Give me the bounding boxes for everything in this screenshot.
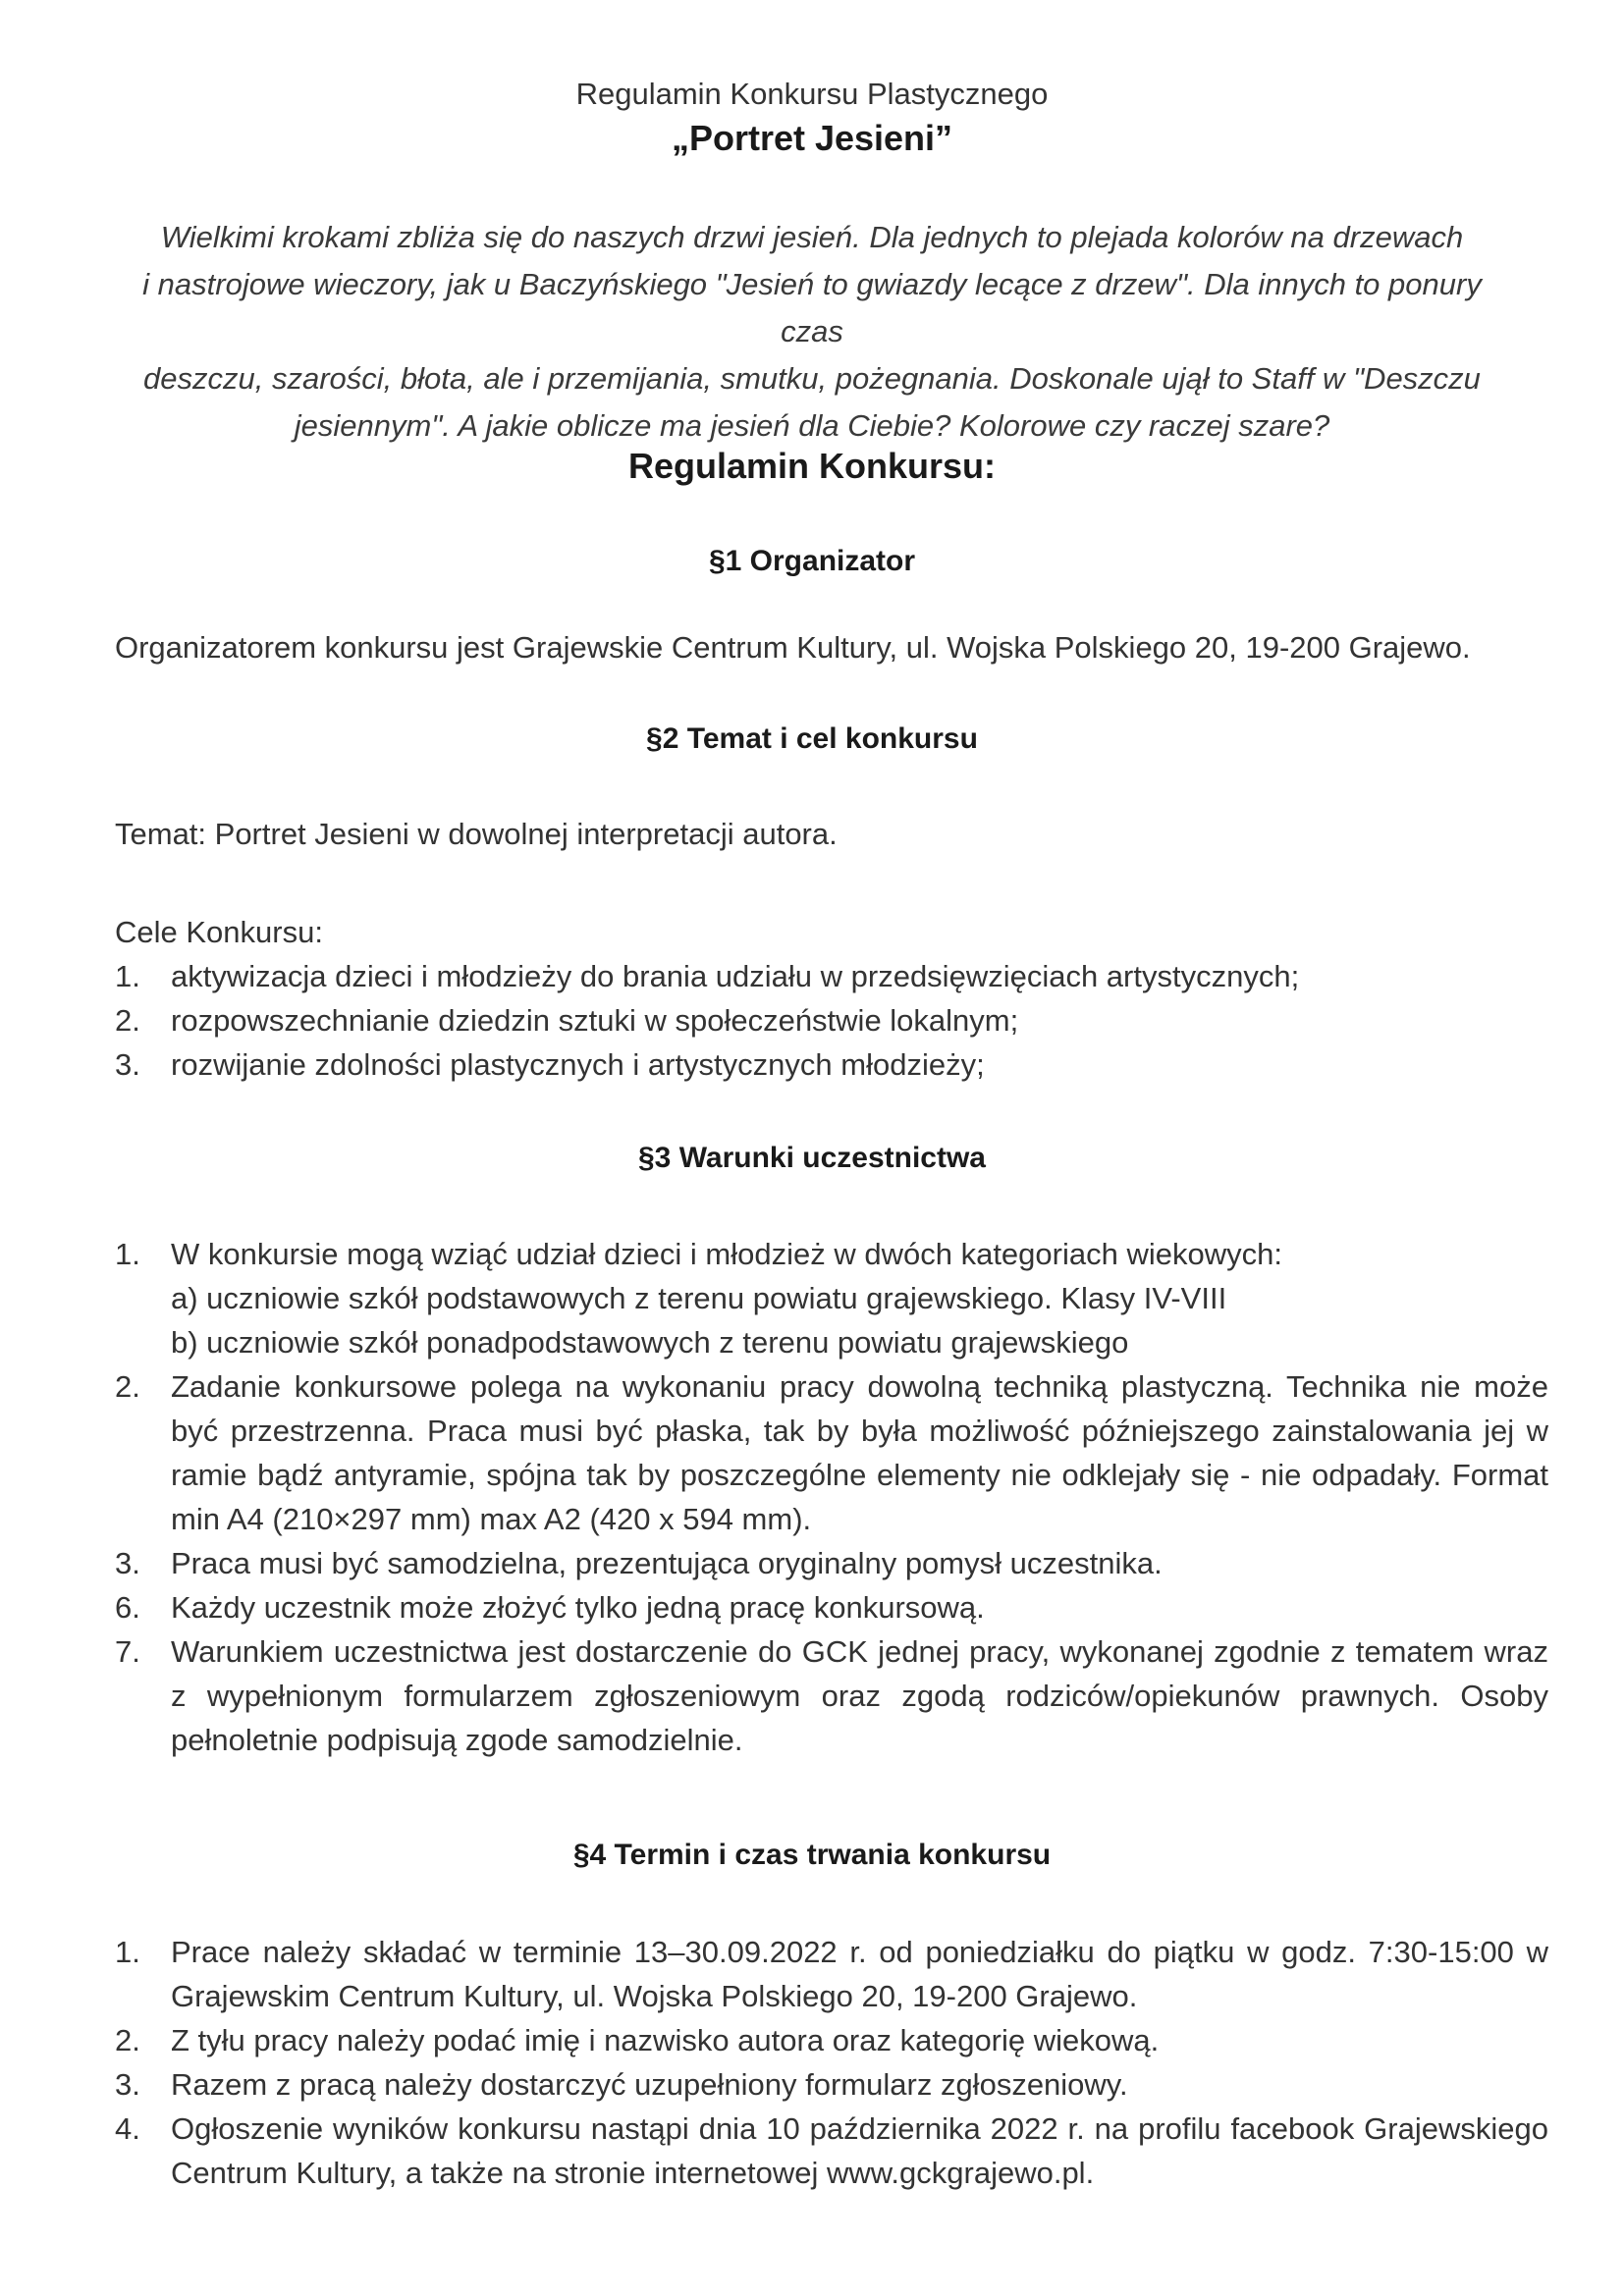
goals-list — [115, 954, 1548, 1087]
schedule-list — [115, 1930, 1548, 2195]
list-item-number: 3. — [115, 1047, 140, 1082]
goals-label: Cele Konkursu: — [115, 915, 323, 949]
document-subtitle: Regulamin Konkursu Plastycznego — [575, 77, 1049, 111]
category-a: a) uczniowie szkół podstawowych z terenu powiatu grajewskiego. Klasy IV-VIII — [171, 1281, 1227, 1315]
intro-paragraph — [108, 214, 1516, 450]
list-item — [115, 2062, 1548, 2107]
list-item-text: rozwijanie zdolności plastycznych i artystycznych młodzieży; — [171, 1047, 985, 1082]
list-item-number: 7. — [115, 1634, 140, 1669]
list-item-number: 3. — [115, 1546, 140, 1580]
conditions-list — [115, 1232, 1548, 1762]
list-item-number: 2. — [115, 1369, 140, 1404]
list-item — [115, 1541, 1548, 1585]
organizer-text: Organizatorem konkursu jest Grajewskie Centrum Kultury, ul. Wojska Polskiego 20, 19-200 Grajewo. — [115, 630, 1471, 665]
list-item — [115, 954, 1548, 998]
list-item-text: W konkursie mogą wziąć udział dzieci i młodzież w dwóch kategoriach wiekowych: — [171, 1237, 1282, 1271]
list-item-number: 1. — [115, 959, 140, 993]
rules-heading: Regulamin Konkursu: — [627, 446, 997, 486]
section-4-heading: §4 Termin i czas trwania konkursu — [572, 1839, 1052, 1871]
theme-text: Temat: Portret Jesieni w dowolnej interpretacji autora. — [115, 817, 838, 851]
intro-line: jesiennym". A jakie oblicze ma jesień dla Ciebie? Kolorowe czy raczej szare? — [294, 408, 1330, 443]
list-item-number: 1. — [115, 1935, 140, 1969]
list-item — [115, 1364, 1548, 1541]
list-item-text: Praca musi być samodzielna, prezentująca oryginalny pomysł uczestnika. — [171, 1546, 1163, 1580]
list-item — [115, 1585, 1548, 1629]
section-2-heading: §2 Temat i cel konkursu — [646, 722, 978, 755]
list-item — [115, 1629, 1548, 1762]
list-item-number: 1. — [115, 1237, 140, 1271]
intro-line: i nastrojowe wieczory, jak u Baczyńskiego "Jesień to gwiazdy lecące z drzew". Dla innych to ponury czas — [142, 267, 1482, 348]
list-item — [115, 2018, 1548, 2062]
list-item-number: 2. — [115, 2023, 140, 2057]
list-item-text: rozpowszechnianie dziedzin sztuki w społeczeństwie lokalnym; — [171, 1003, 1019, 1038]
document-title: „Portret Jesieni” — [671, 118, 953, 158]
list-item-text: Razem z pracą należy dostarczyć uzupełniony formularz zgłoszeniowy. — [171, 2067, 1128, 2102]
category-b: b) uczniowie szkół ponadpodstawowych z terenu powiatu grajewskiego — [171, 1325, 1129, 1360]
list-item-text: Z tyłu pracy należy podać imię i nazwisko autora oraz kategorię wiekową. — [171, 2023, 1160, 2057]
list-item-text: Warunkiem uczestnictwa jest dostarczenie do GCK jednej pracy, wykonanej zgodnie z tematem wraz z wypełnionym formularzem zgłoszeniowym oraz zgodą rodziców/opiekunów prawnych. Osoby pełnoletnie podpisują zgode samodzielnie. — [171, 1634, 1548, 1757]
list-item-number: 4. — [115, 2111, 140, 2146]
list-item-text: Ogłoszenie wyników konkursu nastąpi dnia 10 października 2022 r. na profilu facebook Grajewskiego Centrum Kultury, a także na stronie internetowej www.gckgrajewo.pl. — [171, 2111, 1548, 2190]
list-item — [115, 1042, 1548, 1087]
intro-line: deszczu, szarości, błota, ale i przemijania, smutku, pożegnania. Doskonale ujął to Staff w "Deszczu — [143, 361, 1481, 396]
section-1-heading: §1 Organizator — [708, 545, 916, 577]
list-item-number: 3. — [115, 2067, 140, 2102]
list-item-number: 6. — [115, 1590, 140, 1625]
list-item-text: aktywizacja dzieci i młodzieży do brania udziału w przedsięwzięciach artystycznych; — [171, 959, 1300, 993]
list-item — [115, 1232, 1548, 1364]
section-3-heading: §3 Warunki uczestnictwa — [638, 1142, 986, 1174]
intro-line: Wielkimi krokami zbliża się do naszych drzwi jesień. Dla jednych to plejada kolorów na drzewach — [160, 220, 1464, 254]
list-item — [115, 1930, 1548, 2018]
list-item — [115, 2107, 1548, 2195]
list-item-number: 2. — [115, 1003, 140, 1038]
list-item — [115, 998, 1548, 1042]
list-item-text: Każdy uczestnik może złożyć tylko jedną pracę konkursową. — [171, 1590, 985, 1625]
list-item-text: Prace należy składać w terminie 13–30.09.2022 r. od poniedziałku do piątku w godz. 7:30-15:00 w Grajewskim Centrum Kultury, ul. Wojska Polskiego 20, 19-200 Grajewo. — [171, 1935, 1548, 2013]
list-item-text: Zadanie konkursowe polega na wykonaniu pracy dowolną techniką plastyczną. Technika nie może być przestrzenna. Praca musi być płaska, tak by była możliwość późniejszego zainstalowania jej w ramie bądź antyramie, spójna tak by poszczególne elementy nie odklejały się - nie odpadały. Format min A4 (210×297 mm) max A2 (420 x 594 mm). — [171, 1369, 1548, 1536]
